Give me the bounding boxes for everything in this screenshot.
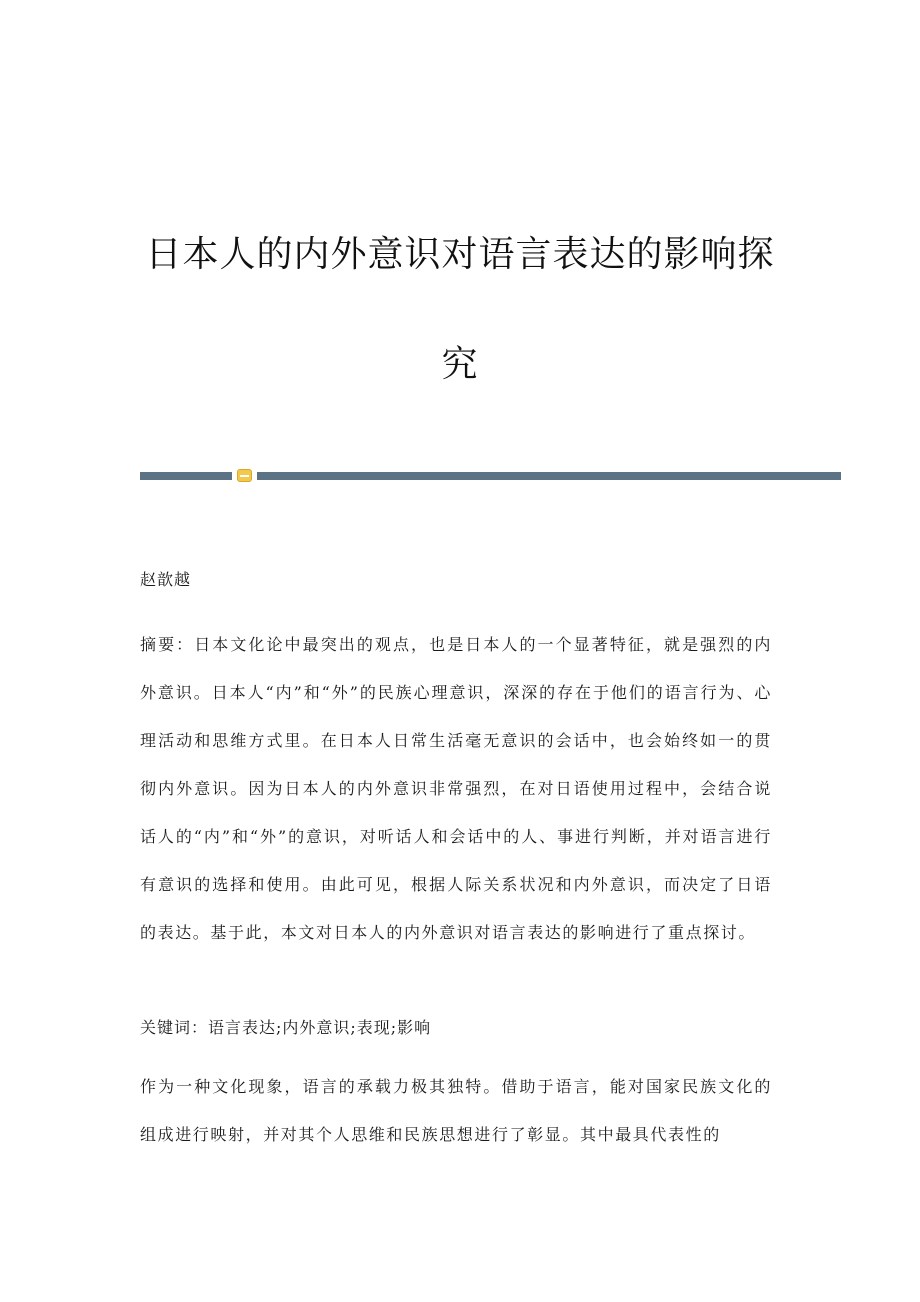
abstract-paragraph: 摘要：日本文化论中最突出的观点，也是日本人的一个显著特征，就是强烈的内外意识。日本人“内”和“外”的民族心理意识，深深的存在于他们的语言行为、心理活动和思维方式里。在日本人日常生活毫无意识的会话中，也会始终如一的贯彻内外意识。因为日本人的内外意识非常强烈，在对日语使用过程中，会结合说话人的“内”和“外”的意识，对听话人和会话中的人、事进行判断，并对语言进行有意识的选择和使用。由此可见，根据人际关系状况和内外意识，而决定了日语的表达。基于此，本文对日本人的内外意识对语言表达的影响进行了重点探讨。	[140, 635, 772, 942]
divider-bar-right	[257, 472, 841, 480]
body-paragraph: 作为一种文化现象，语言的承载力极其独特。借助于语言，能对国家民族文化的组成进行映射，并对其个人思维和民族思想进行了彰显。其中最具代表性的	[140, 1077, 772, 1144]
author-name: 赵歆越	[140, 570, 192, 589]
title-divider	[140, 468, 841, 484]
divider-ornament-icon	[237, 469, 252, 482]
divider-bar-left	[140, 472, 232, 480]
page-title: 日本人的内外意识对语言表达的影响探究	[145, 234, 775, 385]
keywords-line: 关键词：语言表达;内外意识;表现;影响	[140, 1018, 432, 1037]
